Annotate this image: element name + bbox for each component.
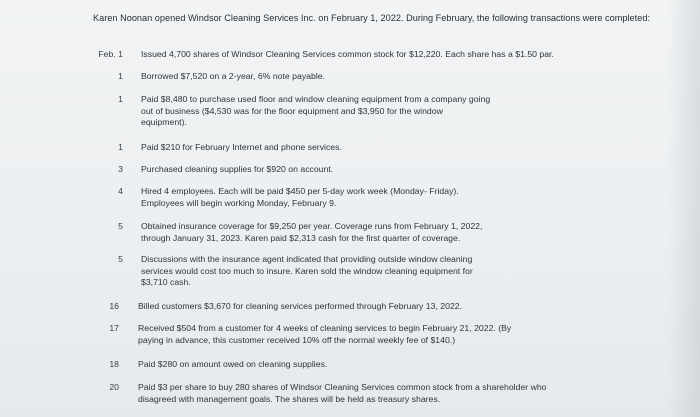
intro-paragraph: Karen Noonan opened Windsor Cleaning Services Inc. on February 1, 2022. During February, the following transactions were completed: (93, 13, 650, 23)
transaction-date: 17 (109, 323, 119, 333)
transaction-text: Hired 4 employees. Each will be paid $450 per 5-day work week (Monday- Friday). Employees will begin working Monday, February 9. (141, 186, 459, 208)
transaction-date: 1 (118, 71, 123, 81)
transaction-date: 3 (118, 164, 123, 174)
transaction-text: Borrowed $7,520 on a 2-year, 6% note payable. (141, 71, 326, 81)
transaction-date: 5 (118, 221, 123, 231)
transaction-text: Purchased cleaning supplies for $920 on account. (141, 164, 334, 174)
transaction-date: 18 (109, 359, 119, 369)
transaction-text: Discussions with the insurance agent indicated that providing outside window cleaning services would cost too much to insure. Karen sold the window cleaning equipment for $3,710 cash. (141, 254, 473, 288)
transaction-date: 1 (118, 94, 123, 104)
transaction-text: Paid $280 on amount owed on cleaning supplies. (138, 359, 328, 369)
transaction-date: 1 (118, 142, 123, 152)
transaction-date: 5 (118, 254, 123, 264)
page-edge-shadow (668, 0, 700, 417)
transaction-text: Received $504 from a customer for 4 weeks of cleaning services to begin February 21, 2022. (By paying in advance, this customer received 10% off the normal weekly fee of $140.) (138, 323, 512, 345)
transaction-date: 16 (109, 301, 119, 311)
transaction-date: Feb. 1 (98, 49, 123, 59)
transaction-date: 4 (118, 186, 123, 196)
transaction-text: Issued 4,700 shares of Windsor Cleaning Services common stock for $12,220. Each share has a $1.50 par. (141, 49, 554, 59)
transaction-date: 20 (109, 382, 119, 392)
transaction-text: Paid $210 for February Internet and phone services. (141, 142, 342, 152)
transaction-text: Billed customers $3,670 for cleaning services performed through February 13, 2022. (138, 301, 463, 311)
transaction-text: Paid $3 per share to buy 280 shares of Windsor Cleaning Services common stock from a shareholder who disagreed with management goals. The shares will be held as treasury shares. (138, 382, 547, 404)
transaction-text: Paid $8,480 to purchase used floor and window cleaning equipment from a company going out of business ($4,530 was for the floor equipment and $3,950 for the window equipment). (141, 94, 491, 128)
transaction-text: Obtained insurance coverage for $9,250 per year. Coverage runs from February 1, 2022, through January 31, 2023. Karen paid $2,313 cash for the first quarter of coverage. (141, 221, 483, 243)
